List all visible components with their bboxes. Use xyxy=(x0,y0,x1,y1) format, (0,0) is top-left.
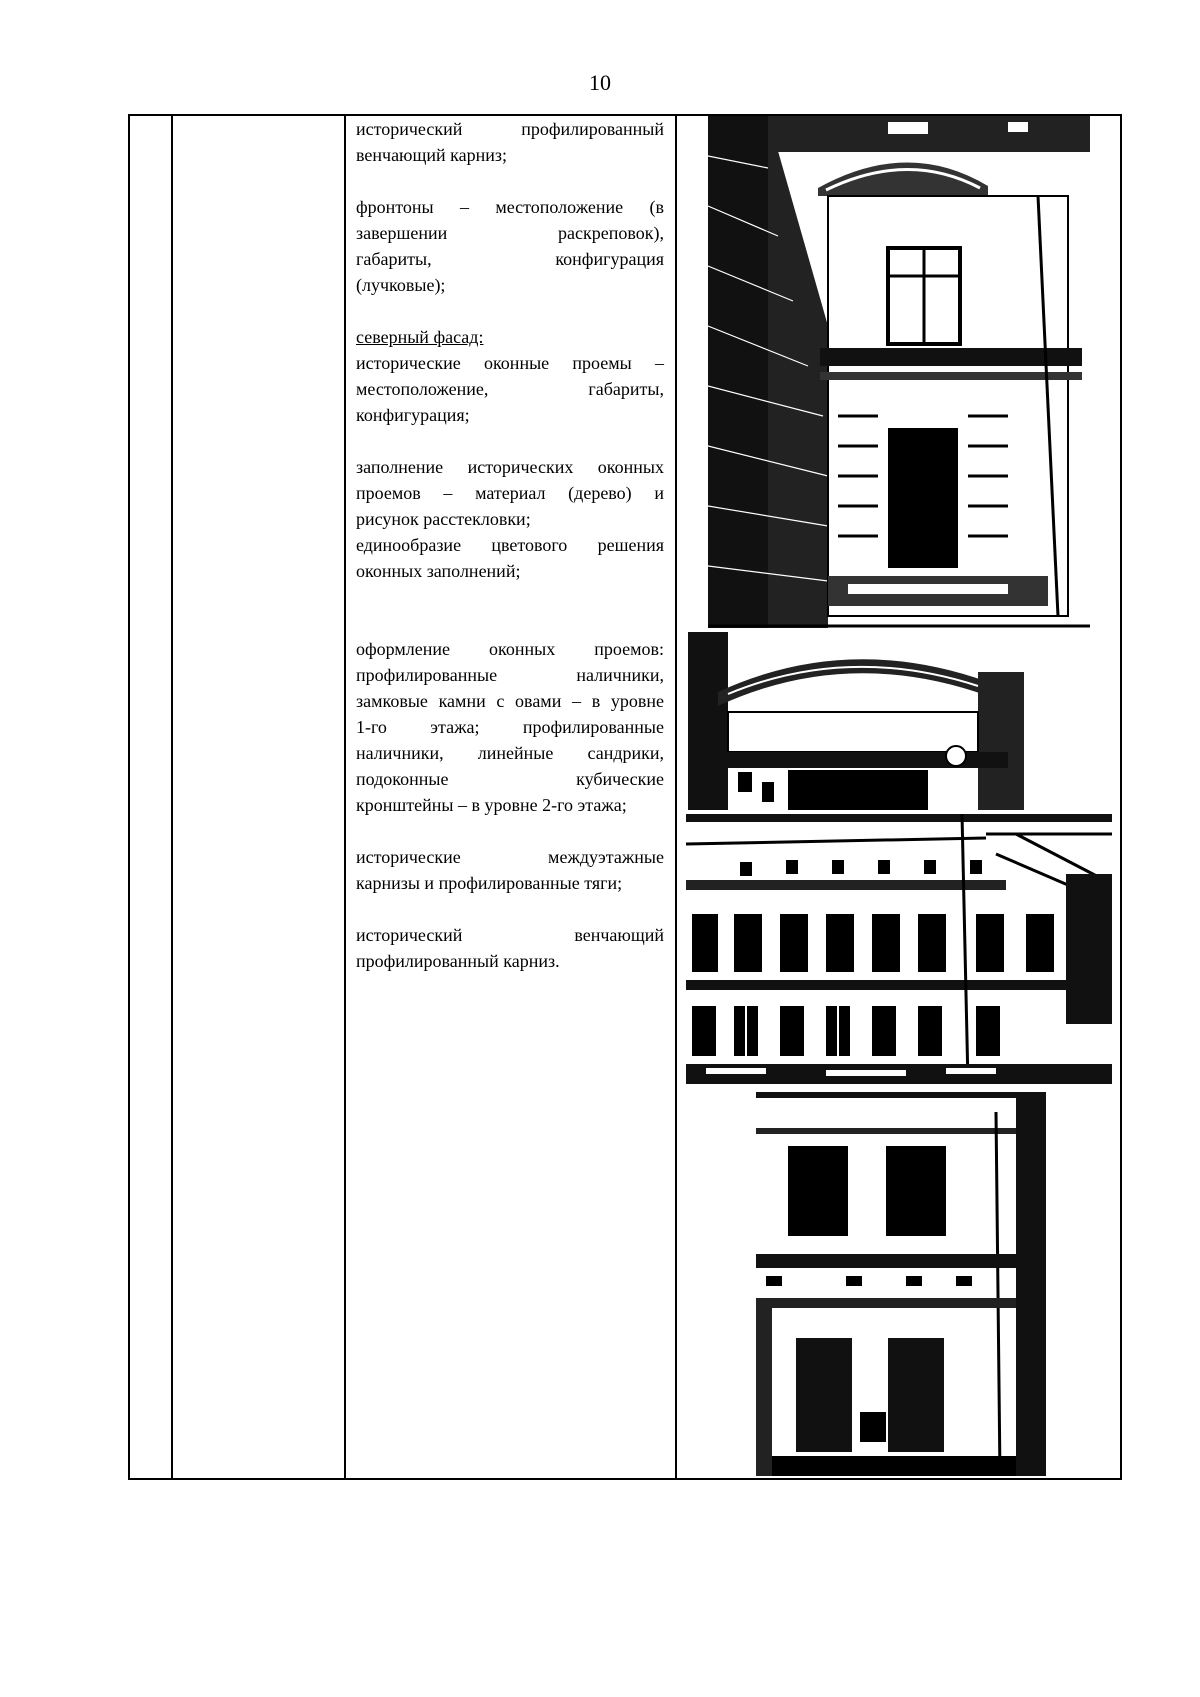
text-line: замковые камни с овами – в уровне xyxy=(356,691,664,711)
text-line: конфигурация; xyxy=(356,405,470,425)
text-line: заполнение исторических оконных xyxy=(356,457,664,477)
table-border-right xyxy=(1120,114,1122,1480)
text-line: проемов – материал (дерево) и xyxy=(356,483,664,503)
text-line: исторический венчающий xyxy=(356,925,664,945)
text-line: профилированный карниз. xyxy=(356,951,560,971)
table-col-divider-2 xyxy=(344,114,346,1480)
text-line: 1-го этажа; профилированные xyxy=(356,717,664,737)
text-line: завершении раскреповок), xyxy=(356,223,664,243)
text-line: профилированные наличники, xyxy=(356,665,664,685)
text-line: карнизы и профилированные тяги; xyxy=(356,873,623,893)
block-interfloor-cornices xyxy=(356,844,664,896)
table-col-divider-1 xyxy=(171,114,173,1480)
text-line: венчающий карниз; xyxy=(356,145,507,165)
photo-pediment-detail xyxy=(688,632,1024,810)
description-column xyxy=(356,116,664,974)
block-cornice xyxy=(356,116,664,168)
block-north-facade xyxy=(356,324,664,428)
photo-facade-window-pair xyxy=(756,1092,1046,1476)
table-border-bottom xyxy=(128,1478,1122,1480)
text-line: оконных заполнений; xyxy=(356,561,521,581)
block-crowning-cornice xyxy=(356,922,664,974)
text-line: (лучковые); xyxy=(356,275,446,295)
text-line: исторические междуэтажные xyxy=(356,847,664,867)
block-window-decor xyxy=(356,636,664,818)
table-border-left xyxy=(128,114,130,1480)
text-line: наличники, линейные сандрики, xyxy=(356,743,664,763)
text-line: местоположение, габариты, xyxy=(356,379,664,399)
text-line: оформление оконных проемов: xyxy=(356,639,664,659)
text-line: исторический профилированный xyxy=(356,119,664,139)
text-line: габариты, конфигурация xyxy=(356,249,664,269)
text-line: рисунок расстекловки; xyxy=(356,509,531,529)
text-line: фронтоны – местоположение (в xyxy=(356,197,664,217)
section-heading: северный фасад: xyxy=(356,327,484,347)
text-line: кронштейны – в уровне 2-го этажа; xyxy=(356,795,627,815)
text-line: единообразие цветового решения xyxy=(356,535,664,555)
text-line: подоконные кубические xyxy=(356,769,664,789)
photo-north-facade-entrance xyxy=(708,116,1090,628)
page-number: 10 xyxy=(589,70,611,95)
block-pediments xyxy=(356,194,664,298)
block-window-fill xyxy=(356,454,664,584)
photo-facade-windows-row xyxy=(686,814,1112,1084)
text-line: исторические оконные проемы – xyxy=(356,353,664,373)
table-col-divider-3 xyxy=(675,114,677,1480)
